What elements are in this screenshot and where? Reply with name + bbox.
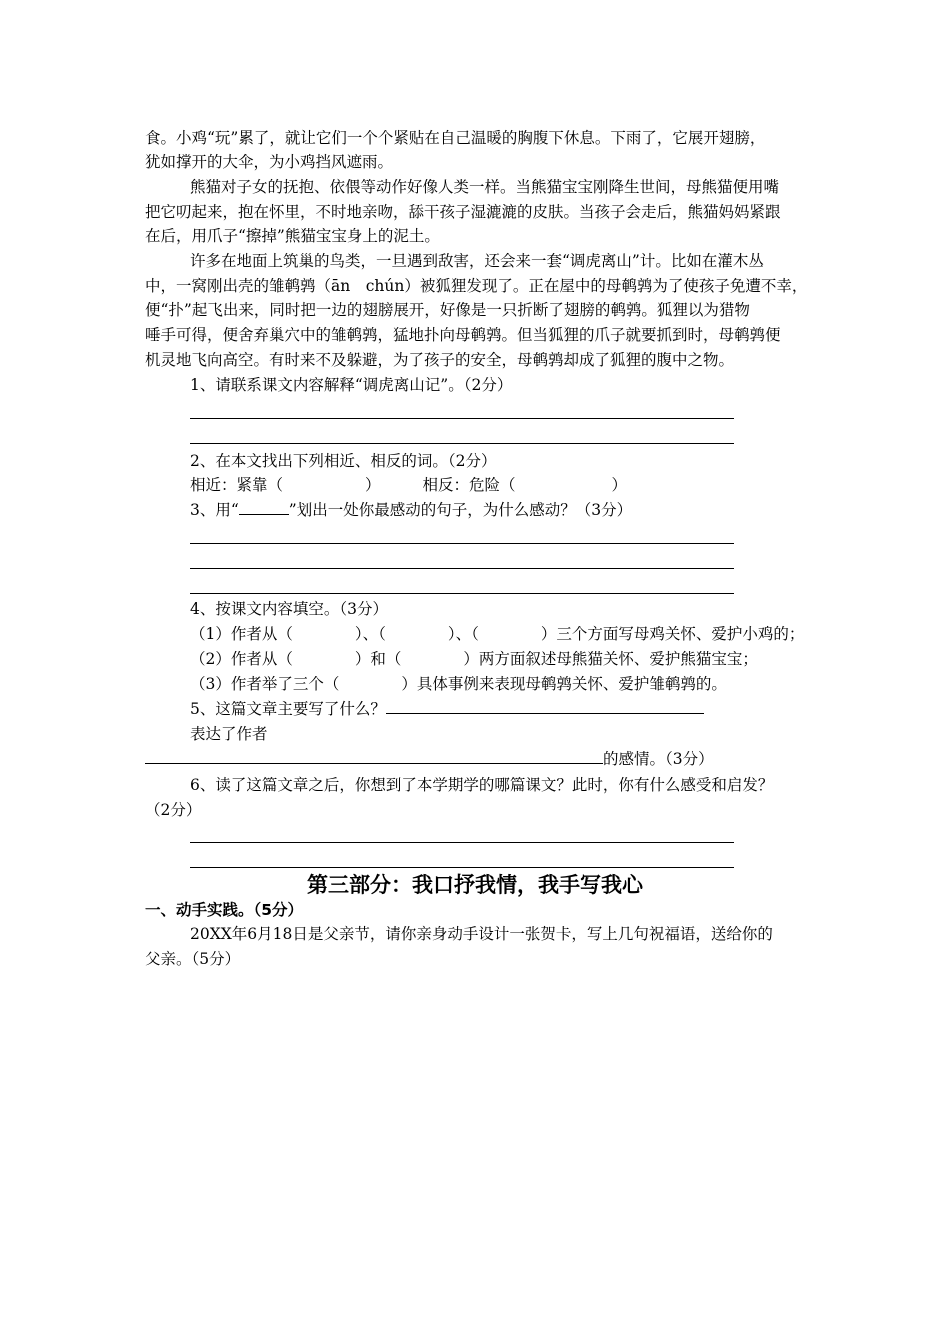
opposite-word-label: 相反：危险（ [422, 476, 516, 494]
passage-line: 机灵地飞向高空。有时来不及躲避，为了孩子的安全，母鹌鹑却成了狐狸的腹中之物。 [145, 351, 735, 369]
question-5-b: 表达了作者 [190, 725, 268, 743]
bracket-close: ） [365, 476, 381, 494]
question-4: 4、按课文内容填空。（3分） [190, 600, 388, 618]
answer-line-q3-3[interactable] [190, 593, 734, 594]
task-line: 父亲。（5分） [145, 950, 241, 968]
passage-line: 在后，用爪子“擦掉”熊猫宝宝身上的泥土。 [145, 227, 440, 245]
answer-line-q1-2[interactable] [190, 443, 734, 444]
question-2: 2、在本文找出下列相近、相反的词。（2分） [190, 452, 497, 470]
part-3-heading: 第三部分：我口抒我情，我手写我心 [307, 873, 643, 897]
passage-line: 熊猫对子女的抚抱、依偎等动作好像人类一样。当熊猫宝宝刚降生世间，母熊猫便用嘴 [190, 178, 780, 196]
passage-line: 许多在地面上筑巢的鸟类，一旦遇到敌害，还会来一套“调虎离山”计。比如在灌木丛 [190, 252, 764, 270]
answer-line-q3-1[interactable] [190, 543, 734, 544]
question-5-c [145, 747, 825, 771]
question-4-item-3: （3）作者举了三个（ ）具体事例来表现母鹌鹑关怀、爱护雏鹌鹑的。 [190, 675, 727, 693]
task-line: 20XX年6月18日是父亲节，请你亲身动手设计一张贺卡，写上几句祝福语，送给你的 [190, 925, 773, 943]
passage-line: 把它叨起来，抱在怀里，不时地亲吻，舔干孩子湿漉漉的皮肤。当孩子会走后，熊猫妈妈紧跟 [145, 203, 781, 221]
bracket-close: ） [611, 476, 628, 494]
question-5-suffix: 的感情。（3分） [603, 750, 714, 768]
passage-line: 中，一窝刚出壳的雏鹌鹑（ān chún）被狐狸发现了。正在屋中的母鹌鹑为了使孩子免遭不幸， [145, 277, 808, 295]
answer-line-q6-1[interactable] [190, 842, 734, 843]
question-4-item-2: （2）作者从（ ）和（ ）两方面叙述母熊猫关怀、爱护熊猫宝宝； [190, 650, 758, 668]
answer-blank-q5-feeling[interactable] [145, 748, 603, 764]
underline-sample [239, 499, 289, 515]
question-2-words [190, 473, 870, 497]
passage-line: 唾手可得，便舍弃巢穴中的雏鹌鹑，猛地扑向母鹌鹑。但当狐狸的爪子就要抓到时，母鹌鹑便 [145, 326, 781, 344]
answer-line-q1-1[interactable] [190, 418, 734, 419]
question-6-score: （2分） [145, 801, 202, 819]
answer-line-q3-2[interactable] [190, 568, 734, 569]
question-1: 1、请联系课文内容解释“调虎离山记”。（2分） [190, 376, 513, 394]
passage-line: 便“扑”起飞出来，同时把一边的翅膀展开，好像是一只折断了翅膀的鹌鹑。狐狸以为猎物 [145, 301, 750, 319]
section-heading: 一、动手实践。（5分） [145, 901, 304, 919]
answer-line-q6-2[interactable] [190, 867, 734, 868]
question-5-text: 5、这篇文章主要写了什么？ [190, 700, 386, 718]
question-3 [190, 498, 870, 522]
question-4-item-1: （1）作者从（ ）、（ ）、（ ）三个方面写母鸡关怀、爱护小鸡的； [190, 625, 805, 643]
question-5 [190, 697, 870, 721]
answer-blank-q5-content[interactable] [386, 698, 704, 714]
question-3-end: ”划出一处你最感动的句子，为什么感动？（3分） [288, 501, 633, 519]
question-3-start: 3、用“ [190, 501, 239, 519]
passage-line: 犹如撑开的大伞，为小鸡挡风遮雨。 [145, 153, 394, 171]
passage-line: 食。小鸡“玩”累了，就让它们一个个紧贴在自己温暖的胸腹下休息。下雨了，它展开翅膀， [145, 129, 766, 147]
question-6: 6、读了这篇文章之后，你想到了本学期学的哪篇课文？此时，你有什么感受和启发？ [190, 776, 774, 794]
near-word-label: 相近：紧靠（ [190, 476, 284, 494]
